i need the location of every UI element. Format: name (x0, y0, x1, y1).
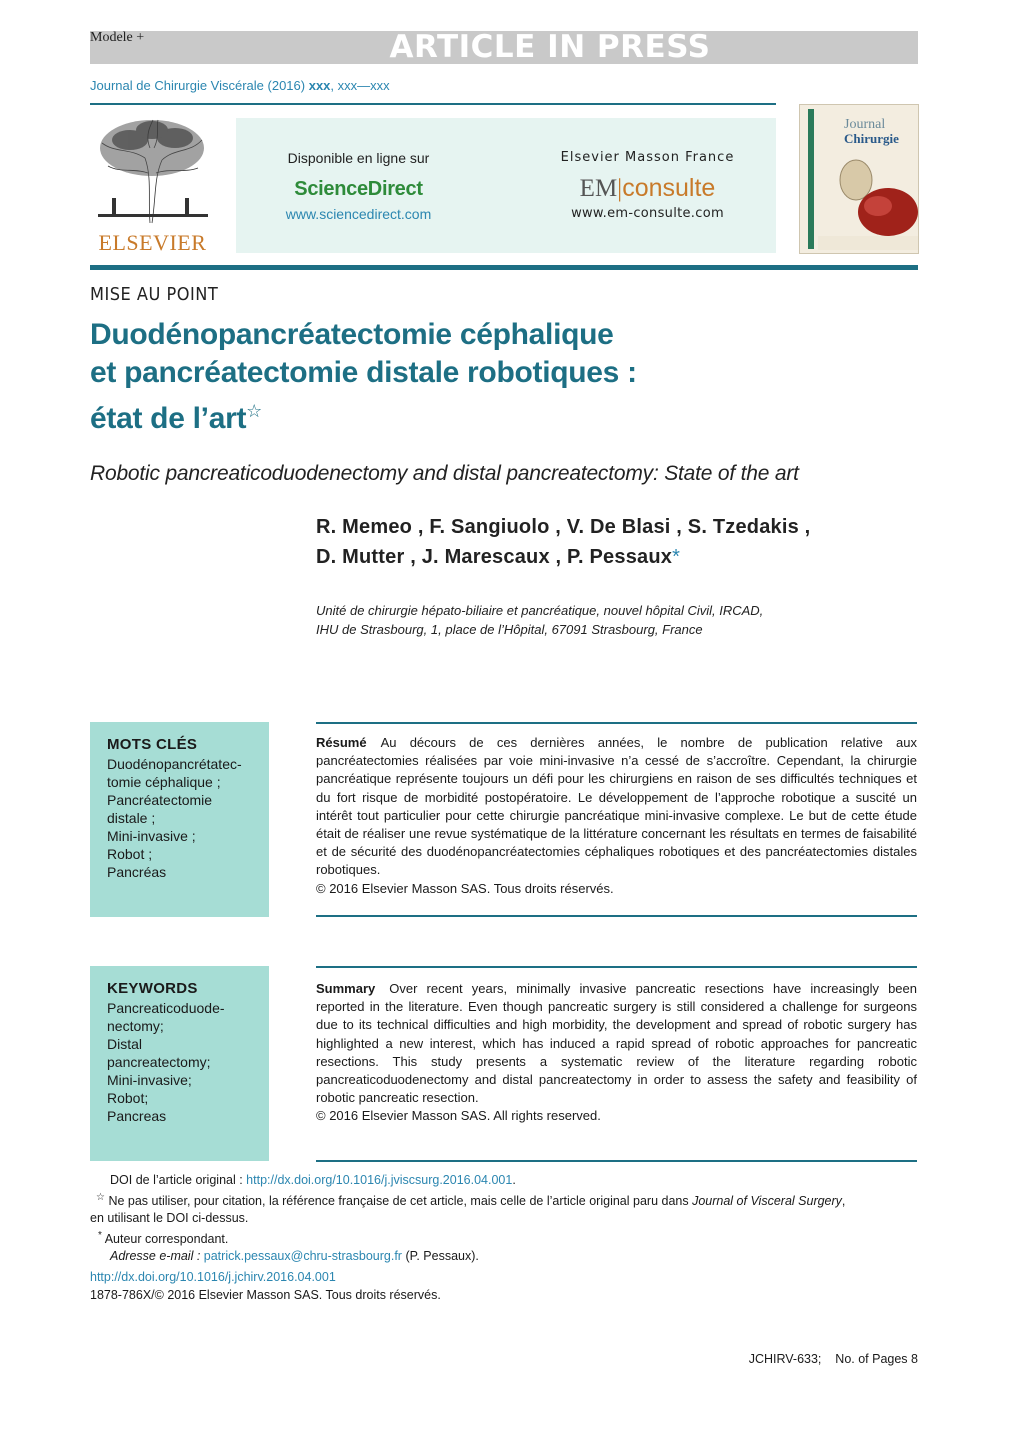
footnote-author: * Auteur correspondant. (98, 1230, 229, 1247)
abstract-en (316, 980, 917, 1126)
available-online-label: Disponible en ligne sur (287, 150, 430, 166)
page-info: JCHIRV-633; No. of Pages 8 (748, 1352, 918, 1366)
footnote-star: ☆ Ne pas utiliser, pour citation, la référence française de cet article, mais celle de l’article original paru dans Journal of Visceral Surgery, (96, 1192, 846, 1209)
elsevier-wordmark: ELSEVIER (98, 230, 207, 255)
footnote-email: Adresse e-mail : patrick.pessaux@chru-strasbourg.fr (P. Pessaux). (110, 1249, 479, 1264)
keyword-line: Mini-invasive ; (107, 828, 196, 844)
keyword-line: distale ; (107, 810, 156, 826)
keywords-en-box (90, 966, 269, 1161)
footnotes (90, 1172, 918, 1265)
keywords-fr-box (90, 722, 269, 917)
em-consulte-logo[interactable]: EM|consulte (579, 174, 716, 202)
abstract-fr-label: Résumé (316, 735, 367, 750)
keyword-line: Mini-invasive; (107, 1072, 192, 1088)
keyword-line: Pancréas (107, 864, 167, 880)
keyword-line: Duodénopancrétatec- (107, 756, 242, 772)
journal-reference[interactable]: Journal de Chirurgie Viscérale (2016) xxx, xxx—xxx (90, 78, 390, 93)
article-title: Duodénopancréatectomie céphalique et pancréatectomie distale robotiques : état de l’art☆ (90, 318, 637, 435)
em-consulte-link[interactable]: www.em-consulte.com (571, 206, 724, 221)
header-rule (90, 103, 776, 105)
abstract-fr-text: Au décours de ces dernières années, le nombre de publication relative aux pancréatectomies réalisées par voie mini-invasive n’a cessé de s’accroître. Cependant, la chirurgie pancréatique représente toujours un défi pour les chirurgiens en raison de ses difficultés techniques et du fort risque de morbidité postopératoire. Le développement de l’approche robotique a suscité un intérêt tout particulier pour cette chirurgie pancréatique mini-invasive complexe. Le but de cette étude était de réaliser une revue systématique de la littérature concernant les résultats en termes de faisabilité et de sécurité des duodénopancréatectomies céphaliques robotiques et des pancréatectomies distales robotiques. (316, 735, 917, 878)
article-subtitle-en: Robotic pancreaticoduodenectomy and distal pancreatectomy: State of the art (90, 462, 799, 485)
keyword-line: Pancreas (107, 1108, 167, 1124)
abstract-fr-copyright: © 2016 Elsevier Masson SAS. Tous droits réservés. (316, 880, 614, 896)
keyword-line: Robot ; (107, 846, 153, 862)
title-footnote-star[interactable]: ☆ (246, 401, 262, 421)
sciencedirect-logo[interactable]: ScienceDirect (294, 178, 423, 200)
abstract-en-copyright: © 2016 Elsevier Masson SAS. All rights reserved. (316, 1108, 601, 1124)
keyword-line: nectomy; (107, 1018, 164, 1034)
keyword-line: pancreatectomy; (107, 1054, 211, 1070)
keyword-line: Distal (107, 1036, 143, 1052)
article-section: MISE AU POINT (90, 284, 219, 305)
masthead-rule (90, 265, 918, 270)
cover-title-journal: Journal (844, 117, 886, 132)
cover-spine-bar (808, 109, 814, 249)
cover-illustration (818, 150, 918, 250)
keyword-line: tomie céphalique ; (107, 774, 221, 790)
corresponding-author-mark[interactable]: * (672, 546, 681, 568)
author-list: R. Memeo , F. Sangiuolo , V. De Blasi , S. Tzedakis , D. Mutter , J. Marescaux , P. Pessaux* (316, 516, 811, 568)
keywords-fr-heading: MOTS CLÉS (107, 736, 198, 753)
cover-title-chirurgie: Chirurgie (844, 131, 899, 146)
abstract-fr-bottom-rule (316, 915, 917, 917)
footnote-doi: DOI de l’article original : http://dx.doi.org/10.1016/j.jviscsurg.2016.04.001. (110, 1173, 516, 1187)
keyword-line: Robot; (107, 1090, 149, 1106)
affiliation: Unité de chirurgie hépato-biliaire et pancréatique, nouvel hôpital Civil, IRCAD, IHU de Strasbourg, 1, place de l’Hôpital, 67091 Strasbourg, France (316, 603, 764, 637)
footnote-star-cont: en utilisant le DOI ci-dessus. (90, 1211, 249, 1226)
abstract-en-rule (316, 966, 917, 968)
author-email-link[interactable]: patrick.pessaux@chru-strasbourg.fr (203, 1249, 402, 1264)
keyword-line: Pancreaticoduode- (107, 1000, 225, 1016)
abstract-en-label: Summary (316, 981, 376, 996)
article-in-press-label: ARTICLE IN PRESS (389, 29, 711, 65)
article-doi-link[interactable]: http://dx.doi.org/10.1016/j.jchirv.2016.04.001 (90, 1270, 336, 1284)
keywords-en-list (107, 999, 269, 1125)
abstract-en-bottom-rule (316, 1160, 917, 1162)
original-doi-link[interactable]: http://dx.doi.org/10.1016/j.jviscsurg.2016.04.001 (246, 1173, 513, 1187)
keywords-fr-list (107, 755, 269, 881)
em-publisher-label: Elsevier Masson France (560, 150, 735, 165)
journal-cover-thumbnail (799, 104, 919, 254)
keywords-en-heading: KEYWORDS (107, 980, 198, 997)
sciencedirect-link[interactable]: www.sciencedirect.com (285, 206, 432, 222)
keyword-line: Pancréatectomie (107, 792, 213, 808)
modele-label: Modele + (90, 30, 145, 45)
abstract-fr-rule (316, 722, 917, 724)
abstract-fr (316, 734, 917, 898)
abstract-en-text: Over recent years, minimally invasive pancreatic resections have increasingly been reported in the literature. Even though pancreatic surgery is still considered a challenge for surgeons due to its technical difficulties and high morbidity, the development and spread of robotic surgery has highlighted a new interest, which has induced a rapid spread of robotic approaches for pancreatic resections. This study presents a systematic review of the literature regarding robotic pancreaticoduodenectomy and distal pancreatectomy in order to assess the safety and feasibility of robotic pancreatic resection. (316, 981, 917, 1106)
issn-copyright: 1878-786X/© 2016 Elsevier Masson SAS. Tous droits réservés. (90, 1288, 441, 1302)
